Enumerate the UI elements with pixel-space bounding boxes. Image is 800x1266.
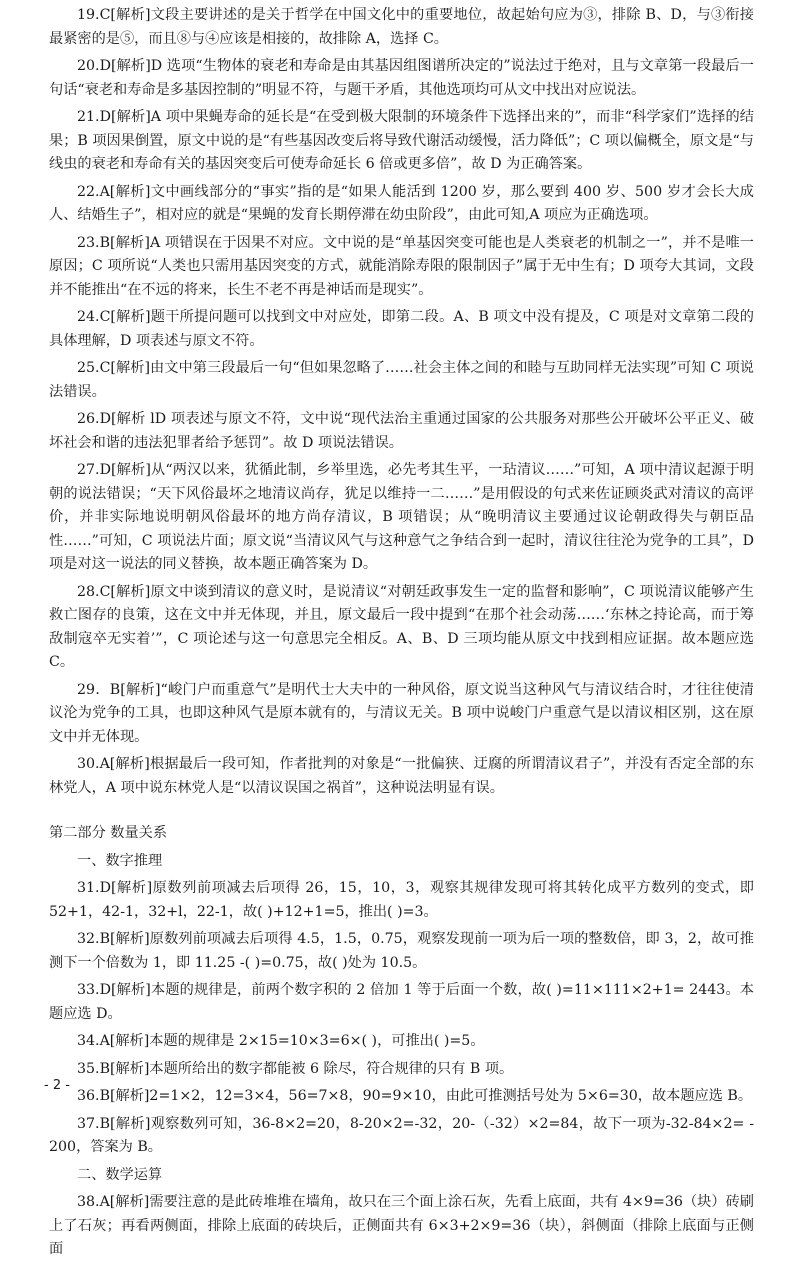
answer-paragraph: 36.B[解析]2=1×2，12=3×4，56=7×8，90=9×10，由此可推测括号处为 5×6=30，故本题应选 B。 (77, 1088, 753, 1104)
answer-paragraph: 30.A[解析]根据最后一段可知，作者批判的对象是“一批偏狭、迂腐的所谓清议君子”，并没有否定全部的东林党人，A 项中说东林党人是“以清议误国之祸首”，这种说法明显有误。 (49, 756, 754, 796)
subsection-title-math-operations: 二、数学运算 (77, 1166, 163, 1183)
answer-paragraph: 29．B[解析]“峻门户而重意气”是明代士大夫中的一种风俗，原文说当这种风气与清议结合时，才往往使清议沦为党争的工具，也即这种风气是原本就有的，与清议无关。B 项中说峻门户重意气是以清议相区别，这在原文中并无体现。 (49, 681, 754, 745)
answer-paragraph: 24.C[解析]题干所提问题可以找到文中对应处，即第二段。A、B 项文中没有提及，C 项是对文章第二段的具体理解，D 项表述与原文不符。 (49, 309, 754, 349)
subsection-title-number-reasoning: 一、数字推理 (77, 852, 163, 869)
answer-paragraph: 23.B[解析]A 项错误在于因果不对应。文中说的是“单基因突变可能也是人类衰老的机制之一”，并不是唯一原因；C 项所说“人类也只需用基因突变的方式，就能消除寿限的限制因子”属于无中生有；D 项夸大其词，文段并不能推出“在不远的将来，长生不老不再是神话而是现实”。 (49, 234, 754, 298)
answer-paragraph: 20.D[解析]D 选项“生物体的衰老和寿命是由其基因组图谱所决定的”说法过于绝对，且与文章第一段最后一句话“衰老和寿命是多基因控制的”明显不符，与题干矛盾，其他选项均可从文中找出对应说法。 (49, 58, 754, 98)
answer-paragraph: 26.D[解析 lD 项表述与原文不符，文中说“现代法治主重通过国家的公共服务对那些公开破坏公平正义、破坏社会和谐的违法犯罪者给予惩罚”。故 D 项说法错误。 (49, 411, 754, 451)
answer-paragraph: 19.C[解析]文段主要讲述的是关于哲学在中国文化中的重要地位，故起始句应为③，排除 B、D，与③衔接最紧密的是⑤，而且⑧与④应该是相接的，故排除 A，选择 C。 (49, 7, 754, 47)
answer-paragraph: 22.A[解析]文中画线部分的“事实”指的是“如果人能活到 1200 岁，那么要到 400 岁、500 岁才会长大成人、结婚生子”，相对应的就是“果蝇的发育长期停滞在幼虫阶段”，由此可知,A 项应为正确选项。 (49, 183, 754, 223)
answer-paragraph: 37.B[解析]观察数列可知，36-8×2=20，8-20×2=-32，20-（-32）×2=84，故下一项为-32-84×2= - 200，答案为 B。 (49, 1115, 754, 1155)
answer-paragraph: 32.B[解析]原数列前项减去后项得 4.5，1.5，0.75，观察发现前一项为后一项的整数倍，即 3，2，故可推测下一个倍数为 1，即 11.25 -( )=0.75，故( )处为 10.5。 (49, 931, 754, 971)
answer-paragraph: 25.C[解析]由文中第三段最后一句“但如果忽略了……社会主体之间的和睦与互助同样无法实现”可知 C 项说法错误。 (49, 360, 754, 400)
answer-paragraph: 31.D[解析]原数列前项减去后项得 26，15，10，3，观察其规律发现可将其转化成平方数列的变式，即 52+1，42-1，32+l，22-1，故( )+12+1=5，推出( )=3。 (49, 880, 754, 920)
answer-list-reading (49, 4, 754, 800)
answer-paragraph: 35.B[解析]本题所给出的数字都能被 6 除尽，符合规律的只有 B 项。 (77, 1060, 514, 1077)
page-number: - 2 - (44, 1078, 70, 1093)
answer-paragraph: 27.D[解析]从“两汉以来，犹循此制，乡举里选，必先考其生平，一玷清议……”可知，A 项中清议起源于明朝的说法错误；“天下风俗最坏之地清议尚存，犹足以维持一二……”是用假设的句式来佐证顾炎武对清议的高评价，并非实际地说明朝风俗最坏的地方尚存清议，B 项错误；从“晚明清议主要通过议论朝政得失与朝臣品性……”可知，C 项说法片面；原文说“当清议风气与这种意气之争结合到一起时，清议往往沦为党争的工具”，D 项是对这一说法的同义替换，故本题正确答案为 D。 (49, 462, 754, 572)
answer-list-number-reasoning (49, 877, 754, 1160)
answer-paragraph: 28.C[解析]原文中谈到清议的意义时，是说清议“对朝廷政事发生一定的监督和影响”，C 项说清议能够产生救亡图存的良策，这在文中并无体现，并且，原文最后一段中提到“在那个社会动荡……‘东林之持论高，而于筹敌制寇卒无实着’”，C 项论述与这一句意思完全相反。A、B、D 三项均能从原文中找到相应证据。故本题应选 C。 (49, 583, 754, 670)
answer-paragraph: 33.D[解析]本题的规律是，前两个数字积的 2 倍加 1 等于后面一个数，故( )=11×111×2+1= 2443。本题应选 D。 (49, 982, 754, 1022)
answer-paragraph: 38.A[解析]需要注意的是此砖堆堆在墙角，故只在三个面上涂石灰，先看上底面，共有 4×9=36（块）砖刷上了石灰；再看两侧面，排除上底面的砖块后，正侧面共有 6×3+2×9=36（块），斜侧面（排除上底面与正侧面 (49, 1194, 754, 1257)
answer-paragraph: 34.A[解析]本题的规律是 2×15=10×3=6×( )，可推出( )=5。 (77, 1033, 485, 1049)
answer-paragraph: 21.D[解析]A 项中果蝇寿命的延长是“在受到极大限制的环境条件下选择出来的”，而非“科学家们”选择的结果；B 项因果倒置，原文中说的是“有些基因改变后将导致代谢活动缓慢，活力降低”；C 项以偏概全，原文是“与线虫的衰老和寿命有关的基因突变后可使寿命延长 6 倍或更多倍”，故 D 为正确答案。 (49, 109, 754, 172)
section-title: 第二部分 数量关系 (49, 825, 168, 841)
document-page (49, 4, 754, 1266)
answer-list-math-operations (49, 1191, 754, 1262)
